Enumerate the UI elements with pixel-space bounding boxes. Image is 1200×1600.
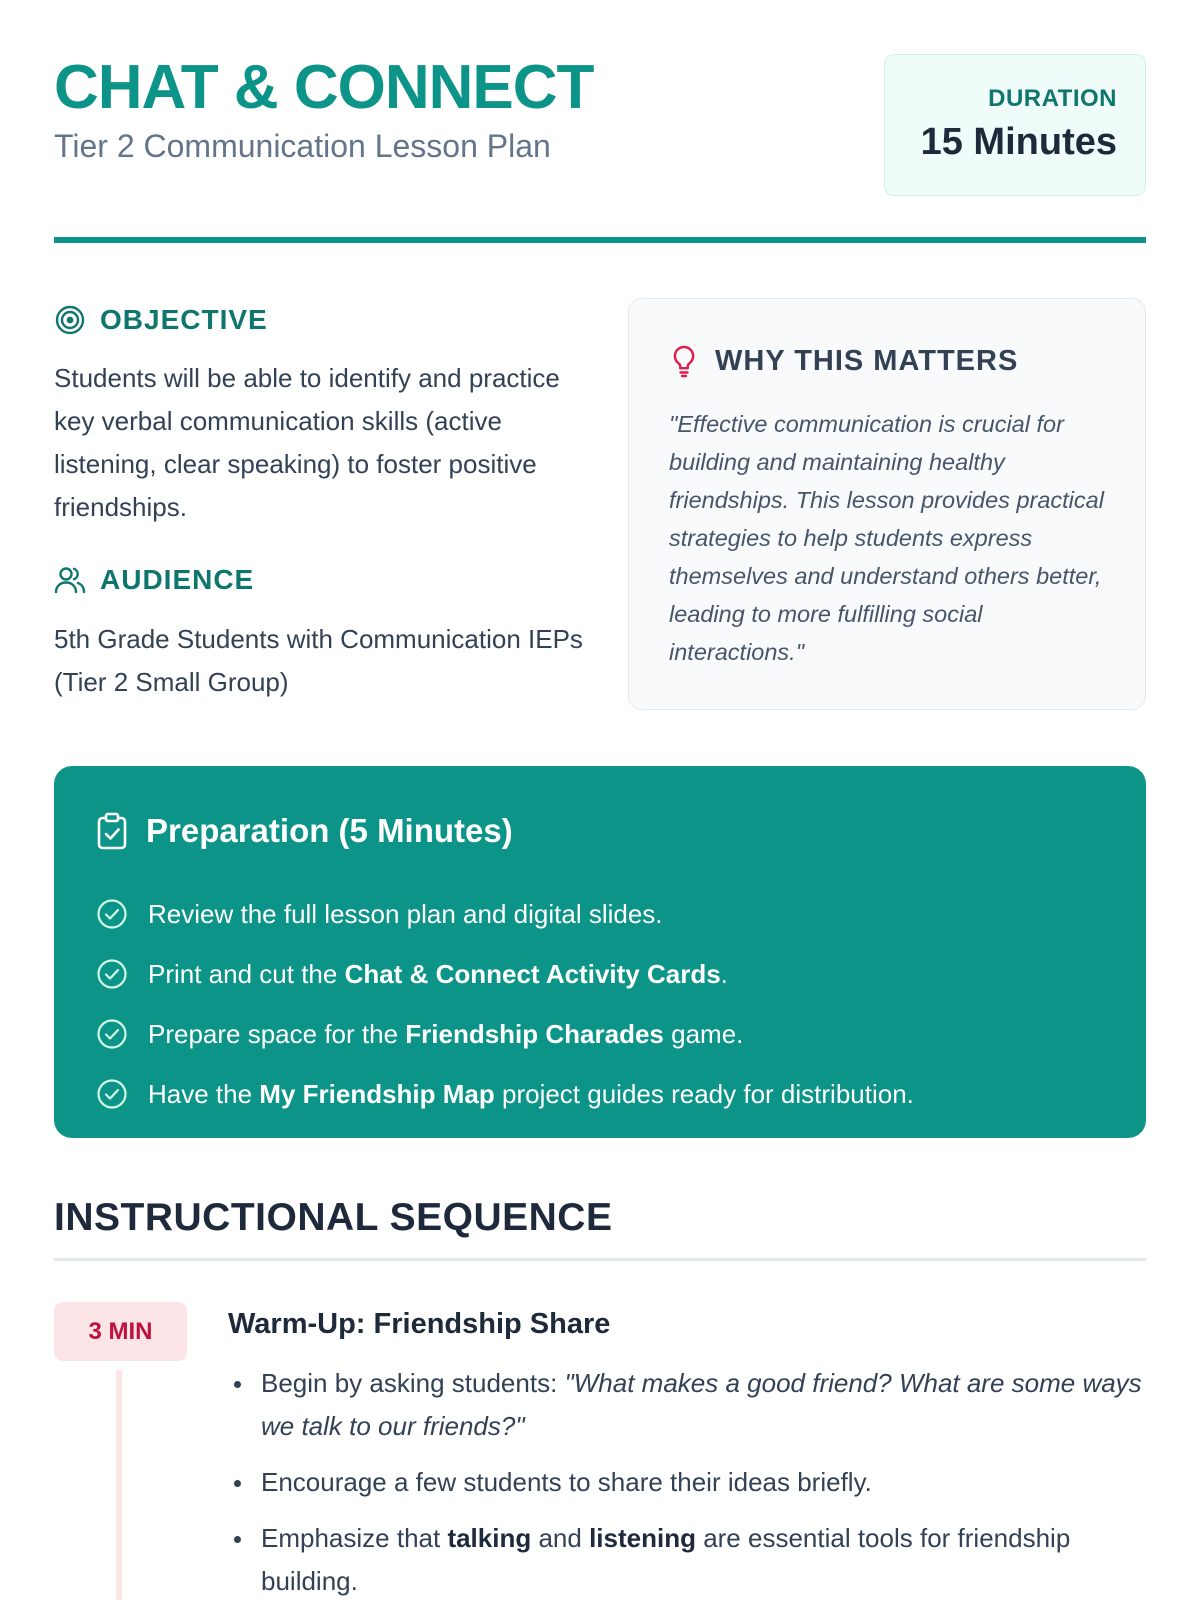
audience-heading-label: AUDIENCE [100,564,255,595]
page-subtitle: Tier 2 Communication Lesson Plan [54,128,551,164]
preparation-item-text: Prepare space for the Friendship Charades game. [148,1018,744,1049]
header-divider [54,237,1146,243]
step-bullet: Emphasize that talking and listening are essential tools for friendship building. [228,1517,1146,1600]
step-bullet: Begin by asking students: "What makes a good friend? What are some ways we talk to our friends?" [228,1362,1146,1448]
step-bullet: Encourage a few students to share their ideas briefly. [228,1461,1146,1504]
preparation-item-text: Have the My Friendship Map project guides ready for distribution. [148,1078,914,1109]
sequence-divider [54,1258,1146,1261]
target-icon [54,304,86,336]
preparation-item [96,1064,1106,1124]
page-title: CHAT & CONNECT [54,53,594,122]
clipboard-check-icon [96,812,128,850]
duration-label: DURATION [988,85,1117,112]
step-title: Warm-Up: Friendship Share [228,1308,611,1340]
audience-heading [54,562,254,598]
check-circle-icon [96,1078,128,1110]
preparation-item [96,944,1106,1004]
why-heading-label: WHY THIS MATTERS [715,344,1019,377]
objective-heading-label: OBJECTIVE [100,304,268,335]
audience-text: 5th Grade Students with Communication IEPs (Tier 2 Small Group) [54,624,583,697]
preparation-item [96,1004,1106,1064]
check-circle-icon [96,1018,128,1050]
why-this-matters-card [628,298,1146,710]
lesson-plan-page [54,0,1146,1600]
check-circle-icon [96,898,128,930]
timeline-line [116,1370,122,1600]
preparation-item [96,884,1106,944]
why-quote: "Effective communication is crucial for building and maintaining healthy friendships. This lesson provides practical strategies to help students express themselves and understand others better, leading to more fulfilling social interactions." [669,411,1104,665]
users-icon [54,564,86,596]
objective-text: Students will be able to identify and practice key verbal communication skills (active listening, clear speaking) to foster positive friendships. [54,363,560,522]
preparation-heading-label: Preparation (5 Minutes) [146,812,513,849]
step-duration-badge: 3 MIN [54,1302,187,1361]
lightbulb-icon [669,344,699,378]
why-heading [669,343,1018,379]
duration-box [884,54,1146,196]
objective-heading [54,302,268,338]
preparation-panel [54,766,1146,1138]
preparation-item-text: Review the full lesson plan and digital slides. [148,898,663,929]
preparation-list [96,884,1106,1124]
duration-value: 15 Minutes [920,121,1117,163]
sequence-title: INSTRUCTIONAL SEQUENCE [54,1196,613,1239]
preparation-heading [96,810,513,852]
preparation-item-text: Print and cut the Chat & Connect Activity Cards. [148,958,728,989]
header [54,54,1146,198]
check-circle-icon [96,958,128,990]
step-bullet-list [228,1362,1146,1600]
